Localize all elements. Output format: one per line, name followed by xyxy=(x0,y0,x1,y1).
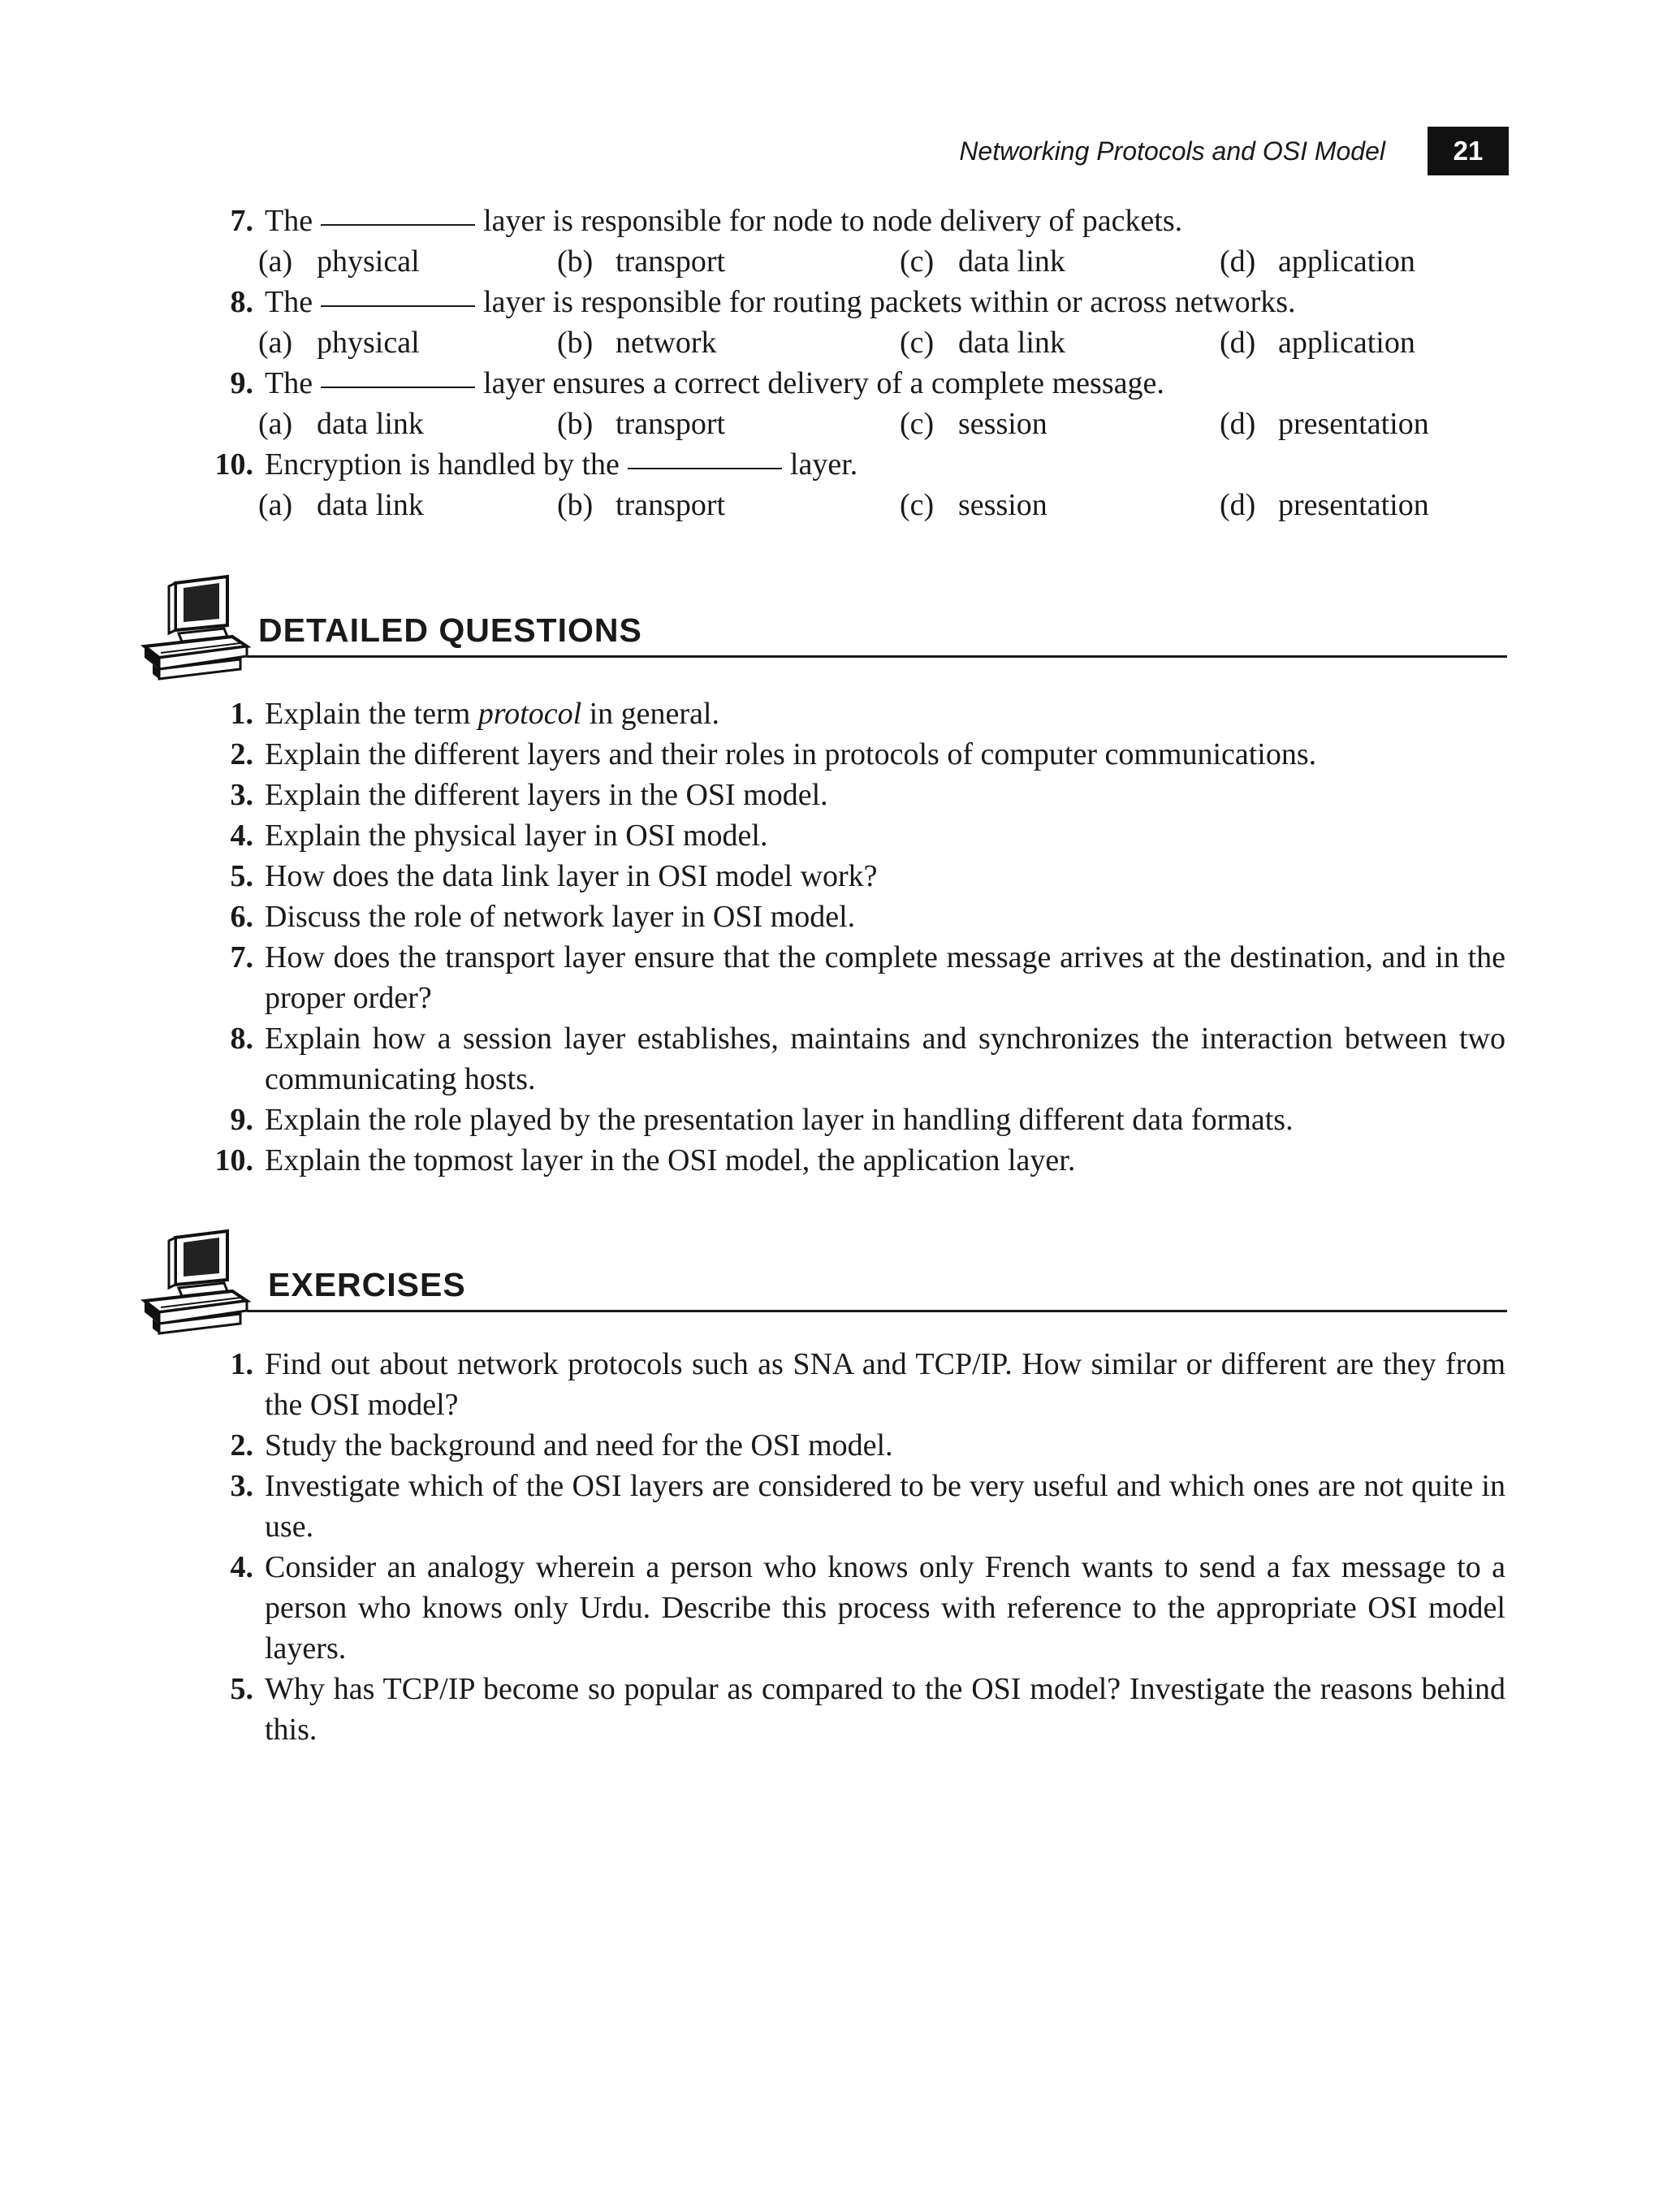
option-c: (c) session xyxy=(900,488,1047,522)
option-d: (d) presentation xyxy=(1220,488,1429,522)
section-heading-detailed xyxy=(136,568,1507,658)
list-item: 5. Why has TCP/IP become so popular as compared to the OSI model? Investigate the reasons behind this. xyxy=(230,1672,1505,1747)
question-text-start: Encryption is handled by the xyxy=(265,447,620,482)
list-item: 4. Consider an analogy wherein a person who knows only French wants to send a fax message to a person who knows only Urdu. Describe this process with reference to the appropriate OSI model layers. xyxy=(230,1550,1505,1665)
list-item: 2. Study the background and need for the OSI model. xyxy=(230,1428,893,1462)
fill-blank xyxy=(321,224,475,226)
fill-blank xyxy=(628,468,782,469)
list-item: 6. Discuss the role of network layer in OSI model. xyxy=(230,900,856,934)
list-item: 5. How does the data link layer in OSI model work? xyxy=(230,859,878,893)
option-d: (d) presentation xyxy=(1220,407,1429,441)
section-title: DETAILED QUESTIONS xyxy=(258,611,642,649)
option-a: (a) data link xyxy=(258,407,424,441)
list-item: 1. Explain the term protocol in general. xyxy=(230,697,719,731)
detailed-questions-list xyxy=(188,693,1505,1181)
list-item: 4. Explain the physical layer in OSI model. xyxy=(230,819,768,853)
question-number: 7. xyxy=(230,204,253,238)
options-row xyxy=(188,487,1504,528)
fill-blank xyxy=(321,387,475,388)
question-text-start: The xyxy=(265,366,313,400)
question-number: 10. xyxy=(214,447,253,482)
computer-books-icon xyxy=(136,568,258,682)
list-item: 3. Explain the different layers in the OSI model. xyxy=(230,778,828,812)
mcq-list xyxy=(188,203,1504,528)
option-a: (a) physical xyxy=(258,244,420,279)
fill-blank xyxy=(321,305,475,307)
question-number: 9. xyxy=(230,366,253,400)
question-text-start: The xyxy=(265,204,313,238)
section-rule xyxy=(247,655,1507,658)
options-row xyxy=(188,406,1504,447)
section-heading-exercises xyxy=(136,1223,1507,1312)
question-number: 8. xyxy=(230,285,253,319)
section-title: EXERCISES xyxy=(268,1266,466,1303)
mcq-question xyxy=(188,203,1504,284)
mcq-question xyxy=(188,284,1504,365)
list-item: 10. Explain the topmost layer in the OSI model, the application layer. xyxy=(214,1143,1076,1177)
mcq-question xyxy=(188,447,1504,528)
question-text-end: layer ensures a correct delivery of a complete message. xyxy=(483,366,1164,400)
option-b: (b) transport xyxy=(557,244,726,279)
option-b: (b) transport xyxy=(557,488,726,522)
computer-books-icon xyxy=(136,1223,258,1337)
running-title: Networking Protocols and OSI Model xyxy=(959,136,1385,166)
option-a: (a) physical xyxy=(258,326,420,360)
option-b: (b) transport xyxy=(557,407,726,441)
page-number: 21 xyxy=(1428,127,1509,175)
list-item: 3. Investigate which of the OSI layers are considered to be very useful and which ones are not quite in use. xyxy=(230,1469,1505,1544)
option-d: (d) application xyxy=(1220,244,1415,279)
section-rule xyxy=(247,1310,1507,1312)
options-row xyxy=(188,244,1504,284)
option-d: (d) application xyxy=(1220,326,1415,360)
option-a: (a) data link xyxy=(258,488,424,522)
exercises-list xyxy=(188,1344,1505,1750)
list-item: 7. How does the transport layer ensure that the complete message arrives at the destination, and in the proper order? xyxy=(230,940,1505,1015)
question-text-start: The xyxy=(265,285,313,319)
list-item: 2. Explain the different layers and their roles in protocols of computer communications. xyxy=(230,737,1317,771)
option-c: (c) data link xyxy=(900,244,1065,279)
question-text-end: layer. xyxy=(789,447,858,482)
list-item: 1. Find out about network protocols such as SNA and TCP/IP. How similar or different are they from the OSI model? xyxy=(230,1347,1505,1422)
option-c: (c) session xyxy=(900,407,1047,441)
list-item: 8. Explain how a session layer establishes, maintains and synchronizes the interaction between two communicating hosts. xyxy=(230,1022,1505,1096)
mcq-question xyxy=(188,365,1504,447)
options-row xyxy=(188,325,1504,365)
question-text-end: layer is responsible for routing packets within or across networks. xyxy=(483,285,1296,319)
option-c: (c) data link xyxy=(900,326,1065,360)
option-b: (b) network xyxy=(557,326,717,360)
page-header xyxy=(959,127,1509,175)
list-item: 9. Explain the role played by the presentation layer in handling different data formats. xyxy=(230,1103,1294,1137)
question-text-end: layer is responsible for node to node delivery of packets. xyxy=(483,204,1183,238)
